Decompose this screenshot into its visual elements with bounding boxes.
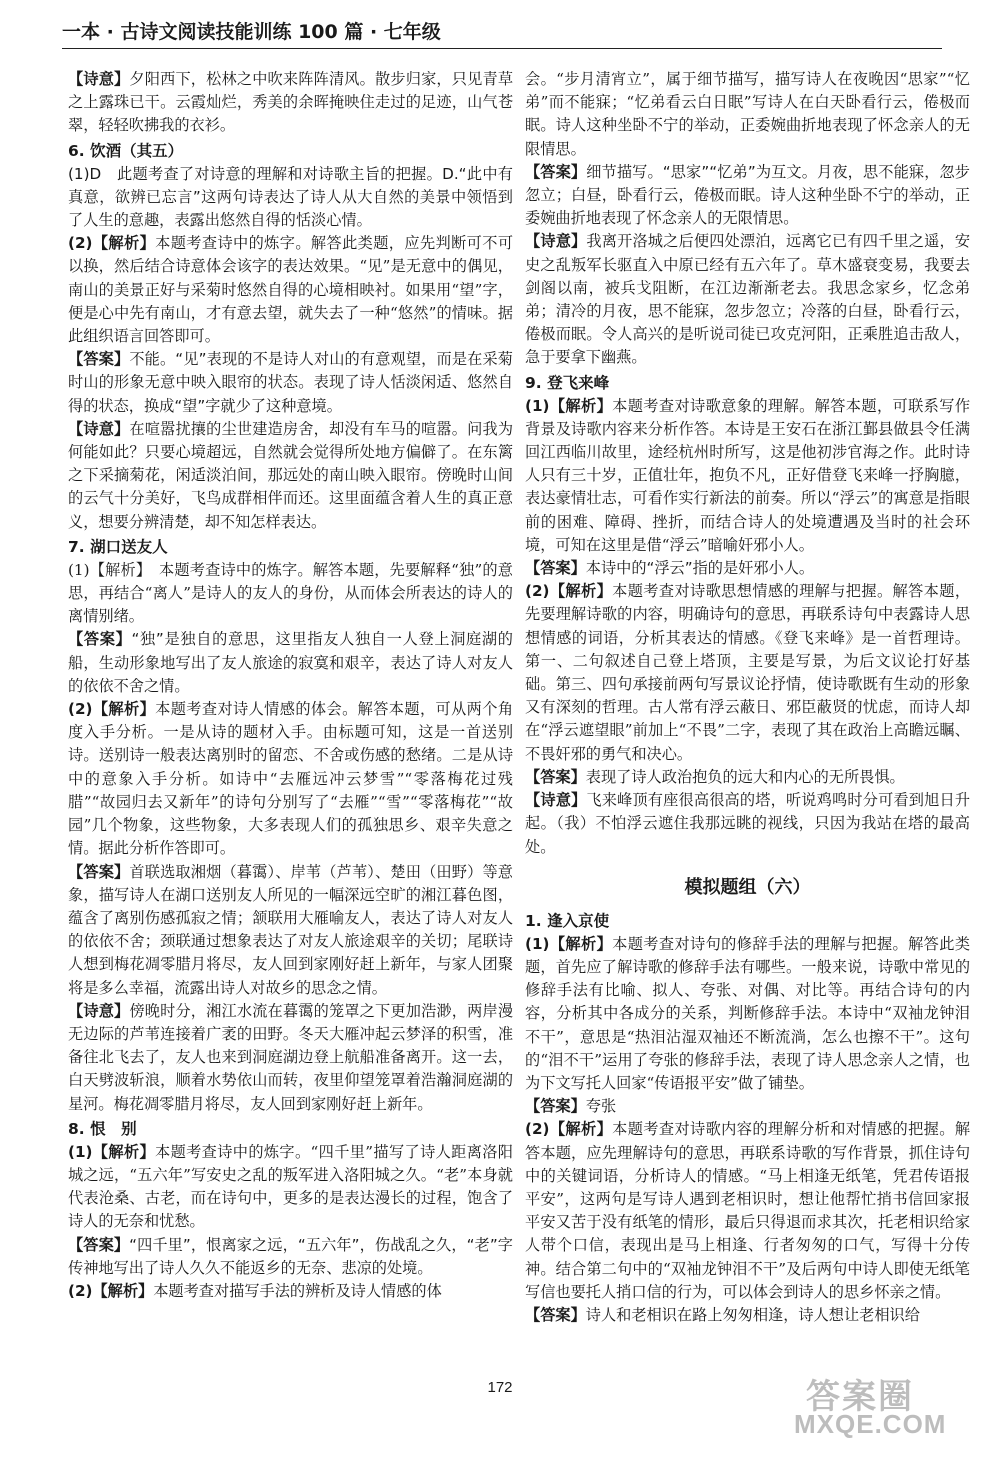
paragraph-tag: 【答案】 <box>525 767 586 786</box>
analysis-paragraph <box>68 1141 513 1234</box>
answer-paragraph <box>68 861 513 1000</box>
poem-meaning-paragraph <box>68 418 513 534</box>
paragraph-text: 本题考查诗中的炼字。“四千里”描写了诗人距离洛阳城之远，“五六年”写安史之乱的叛军进入洛阳城之久。“老”本身就代表沧桑、古老，而在诗句中，更多的是表达漫长的过程，饱含了诗人的无奈和忧愁。 <box>68 1142 513 1231</box>
analysis-paragraph <box>525 933 970 1095</box>
question-heading: 6. 饮酒（其五） <box>68 141 184 160</box>
paragraph-text: 首联选取湘烟（暮霭）、岸苇（芦苇）、楚田（田野）等意象，描写诗人在湖口送别友人所见的一幅深远空旷的湘江暮色图，蕴含了离别伤感孤寂之情；颔联用大雁喻友人，表达了诗人对友人的依依不舍；颈联通过想象表达了对友人旅途艰辛的关切；尾联诗人想到梅花凋零腊月将尽，友人回到家刚好赶上新年，与家人团聚将是多么幸福，流露出诗人对故乡的思念之情。 <box>68 862 513 997</box>
answer-paragraph <box>68 163 513 233</box>
paragraph-text: (1)【解析】 本题考查诗中的炼字。解答本题，先要解释“独”的意思，再结合“离人”是诗人的友人的身份，从而体会所表达的诗人的离情别绪。 <box>68 560 513 626</box>
paragraph-text: 诗人和老相识在路上匆匆相逢，诗人想让老相识给 <box>585 1305 920 1324</box>
paragraph-tag: 【答案】 <box>68 630 132 649</box>
analysis-paragraph <box>525 395 970 557</box>
paragraph-text: “独”是独自的意思，这里指友人独自一人登上洞庭湖的船，生动形象地写出了友人旅途的寂寞和艰辛，表达了诗人对友人的依依不舍之情。 <box>68 630 513 695</box>
page-number: 172 <box>487 1379 513 1396</box>
analysis-paragraph <box>525 1118 970 1304</box>
analysis-paragraph <box>68 559 513 629</box>
paragraph-text: 细节描写。“思家”“忆弟”为互文。月夜，思不能寐，忽步忽立；白昼，卧看行云，倦极而眠。诗人这种坐卧不宁的举动，正委婉曲折地表现了怀念亲人的无限情思。 <box>525 162 970 228</box>
answer-paragraph <box>525 1095 970 1118</box>
paragraph-tag: 【答案】 <box>525 559 586 578</box>
paragraph-tag: 【答案】 <box>68 862 130 881</box>
left-column <box>68 68 513 1303</box>
answer-paragraph <box>68 348 513 418</box>
paragraph-tag: (2)【解析】 <box>68 700 156 719</box>
paragraph-tag: (1)【解析】 <box>525 396 613 415</box>
poem-meaning-paragraph <box>68 1000 513 1116</box>
watermark-text-cn: 答案圈 <box>806 1377 914 1417</box>
watermark-text-url: MXQE.COM <box>794 1409 947 1439</box>
paragraph-tag: (1)【解析】 <box>68 1142 156 1161</box>
paragraph-text: 本题考查对描写手法的辨析及诗人情感的体 <box>153 1281 442 1300</box>
right-column <box>525 68 970 1327</box>
analysis-paragraph <box>68 698 513 860</box>
paragraph-text: 我离开洛城之后便四处漂泊，远离它已有四千里之遥，安史之乱叛军长驱直入中原已经有五六年了。草木盛衰变易，我要去剑阁以南，被兵戈阻断，在江边渐渐老去。我思念家乡，忆念弟弟；清冷的月夜，思不能寐，忽步忽立；冷落的白昼，卧看行云，倦极而眠。令人高兴的是听说司徒已攻克河阳，正乘胜追击敌人，急于要拿下幽燕。 <box>525 232 970 367</box>
paragraph-tag: (2)【解析】 <box>525 582 613 601</box>
question-heading: 1. 逢入京使 <box>525 911 610 930</box>
paragraph-text: 本题考查对诗人情感的体会。解答本题，可从两个角度入手分析。一是从诗的题材入手。由标题可知，这是一首送别诗。送别诗一般表达离别时的留恋、不舍或伤感的愁绪。二是从诗中的意象入手分析。如诗中“去雁远冲云梦雪”“零落梅花过残腊”“故园归去又新年”的诗句分别写了“去雁”“雪”“零落梅花”“故园”几个物象，这些物象，大多表现人们的孤独思乡、艰辛失意之情。据此分析作答即可。 <box>68 700 513 858</box>
paragraph-tag: (1)【解析】 <box>525 934 613 953</box>
paragraph-tag: (2)【解析】 <box>68 234 156 253</box>
answer-paragraph <box>525 161 970 231</box>
paragraph-tag: 【答案】 <box>525 162 587 181</box>
paragraph-text: 本诗中的“浮云”指的是奸邪小人。 <box>585 559 815 578</box>
answer-paragraph <box>525 1304 970 1327</box>
paragraph-tag: 【答案】 <box>68 350 130 369</box>
answer-paragraph <box>68 628 513 698</box>
question-heading: 7. 湖口送友人 <box>68 537 168 556</box>
answer-paragraph <box>525 766 970 789</box>
paragraph-text: 飞来峰顶有座很高很高的塔，听说鸡鸣时分可看到旭日升起。（我）不怕浮云遮住我那远眺的视线，只因为我站在塔的最高处。 <box>525 791 970 856</box>
question-heading: 9. 登飞来峰 <box>525 373 610 392</box>
analysis-paragraph <box>68 1280 513 1303</box>
paragraph-text: 傍晚时分，湘江水流在暮霭的笼罩之下更加浩渺，两岸漫无边际的芦苇连接着广袤的田野。冬天大雁冲起云梦泽的积雪，准备往北飞去了，友人也来到洞庭湖边登上航船准备离开。这一去，白天劈波斩浪，顺着水势依山而转，夜里仰望笼罩着浩瀚洞庭湖的星河。梅花凋零腊月将尽，友人回到家刚好赶上新年。 <box>68 1001 513 1113</box>
analysis-paragraph <box>68 232 513 348</box>
page-header <box>62 18 942 49</box>
poem-meaning-paragraph <box>68 68 513 138</box>
paragraph-tag: 【答案】 <box>525 1097 586 1116</box>
paragraph-tag: 【答案】 <box>525 1305 586 1324</box>
question-heading: 8. 恨 别 <box>68 1119 137 1138</box>
paragraph-tag: 【诗意】 <box>68 419 130 438</box>
answer-paragraph <box>68 1234 513 1280</box>
paragraph-text: 夸张 <box>585 1097 617 1116</box>
paragraph-text: 会。“步月清宵立”，属于细节描写，描写诗人在夜晚因“思家”“忆弟”而不能寐；“忆弟看云白日眠”写诗人在白天卧看行云，倦极而眠。诗人这种坐卧不宁的举动，正委婉曲折地表现了怀念亲人的无限情思。 <box>525 70 970 158</box>
paragraph-text: 本题考查对诗歌意象的理解。解答本题，可联系写作背景及诗歌内容来分析作答。本诗是王安石在浙江鄞县做县令任满回江西临川故里，途经杭州时所写，这是他初涉官海之作。此时诗人只有三十岁，正值壮年，抱负不凡，正好借登飞来峰一抒胸臆，表达豪情壮志，可看作实行新法的前奏。所以“浮云”的寓意是指眼前的困难、障碍、挫折，而结合诗人的处境遭遇及当时的社会环境，可知在这里是借“浮云”暗喻奸邪小人。 <box>525 396 970 554</box>
paragraph-text: 本题考查对诗歌思想情感的理解与把握。解答本题，先要理解诗歌的内容，明确诗句的意思，再联系诗句中表露诗人思想情感的词语，分析其表达的情感。《登飞来峰》是一首哲理诗。第一、二句叙述自己登上塔顶，主要是写景，为后文议论打好基础。第三、四句承接前两句写景议论抒情，使诗歌既有生动的形象又有深刻的哲理。古人常有浮云蔽日、邪臣蔽贤的忧虑，而诗人却在“浮云遮望眼”前加上“不畏”二字，表现了其在政治上高瞻远瞩、不畏奸邪的勇气和决心。 <box>525 582 970 763</box>
paragraph-text: 不能。“见”表现的不是诗人对山的有意观望，而是在采菊时山的形象无意中映入眼帘的状态。表现了诗人恬淡闲适、悠然自得的状态，换成“望”字就少了这种意境。 <box>68 350 513 415</box>
paragraph-text: (1)D 此题考查了对诗意的理解和对诗歌主旨的把握。D.“此中有真意，欲辨已忘言”这两句诗表达了诗人从大自然的美景中领悟到了人生的意趣，表露出悠然自得的恬淡心情。 <box>68 164 513 230</box>
paragraph-text: 本题考查对诗句的修辞手法的理解与把握。解答此类题，首先应了解诗歌的修辞手法有哪些。一般来说，诗歌中常见的修辞手法有比喻、拟人、夸张、对偶、对比等。再结合诗句的内容，分析其中各成分的关系，判断修辞手法。本诗中“双袖龙钟泪不干”，意思是“热泪沾湿双袖还不断流淌，怎么也擦不干”。这句的“泪不干”运用了夸张的修辞手法，表现了诗人思念亲人之情，也为下文写托人回家“传语报平安”做了铺垫。 <box>525 934 970 1092</box>
paragraph-text: “四千里”，恨离家之远，“五六年”，伤战乱之久，“老”字传神地写出了诗人久久不能返乡的无奈、悲凉的处境。 <box>68 1235 513 1277</box>
book-title: 一本 · 古诗文阅读技能训练 100 篇 · 七年级 <box>62 21 441 43</box>
section-title: 模拟题组（六） <box>684 876 811 898</box>
paragraph-tag: 【诗意】 <box>525 232 587 251</box>
paragraph-tag: 【诗意】 <box>525 791 587 810</box>
analysis-paragraph <box>525 580 970 766</box>
paragraph-text: 表现了诗人政治抱负的远大和内心的无所畏惧。 <box>585 767 905 786</box>
paragraph-text: 在喧嚣扰攘的尘世建造房舍，却没有车马的喧嚣。问我为何能如此？只要心境超远，自然就会觉得所处地方偏僻了。在东篱之下采摘菊花，闲适淡泊间，那远处的南山映入眼帘。傍晚时山间的云气十分美好，飞鸟成群相伴而还。这里面蕴含着人生的真正意义，想要分辨清楚，却不知怎样表达。 <box>68 419 513 531</box>
paragraph-tag: (2)【解析】 <box>68 1281 154 1300</box>
poem-meaning-paragraph <box>525 789 970 859</box>
paragraph-text: 本题考查诗中的炼字。解答此类题，应先判断可不可以换，然后结合诗意体会该字的表达效果。“见”是无意中的偶见，南山的美景正好与采菊时悠然自得的心境相映衬。如果用“望”字，便是心中先有南山，才有意去望，就失去了一种“悠然”的情味。据此组织语言回答即可。 <box>68 234 513 346</box>
paragraph-tag: (2)【解析】 <box>525 1120 613 1139</box>
watermark-logo <box>788 1369 978 1439</box>
paragraph-text: 本题考查对诗歌内容的理解分析和对情感的把握。解答本题，应先理解诗句的意思，再联系诗歌的写作背景，抓住诗句中的关键词语，分析诗人的情感。“马上相逢无纸笔，凭君传语报平安”，这两句是写诗人遇到老相识时，想让他帮忙捎书信回家报平安又苦于没有纸笔的情形，最后只得退而求其次，托老相识给家人带个口信，表现出是马上相逢、行者匆匆的口气，写得十分传神。结合第二句中的“双袖龙钟泪不干”及后两句中诗人即使无纸笔写信也要托人捎口信的行为，可以体会到诗人的思乡怀亲之情。 <box>525 1120 970 1301</box>
paragraph-text: 夕阳西下，松林之中吹来阵阵清风。散步归家，只见青草之上露珠已干。云霞灿烂，秀美的余晖掩映住走过的足迹，山气苍翠，轻轻吹拂我的衣衫。 <box>68 70 513 135</box>
paragraph-tag: 【诗意】 <box>68 70 130 88</box>
paragraph-tag: 【诗意】 <box>68 1001 130 1020</box>
poem-meaning-paragraph <box>525 230 970 369</box>
analysis-paragraph <box>525 68 970 161</box>
answer-paragraph <box>525 557 970 580</box>
paragraph-tag: 【答案】 <box>68 1235 130 1254</box>
